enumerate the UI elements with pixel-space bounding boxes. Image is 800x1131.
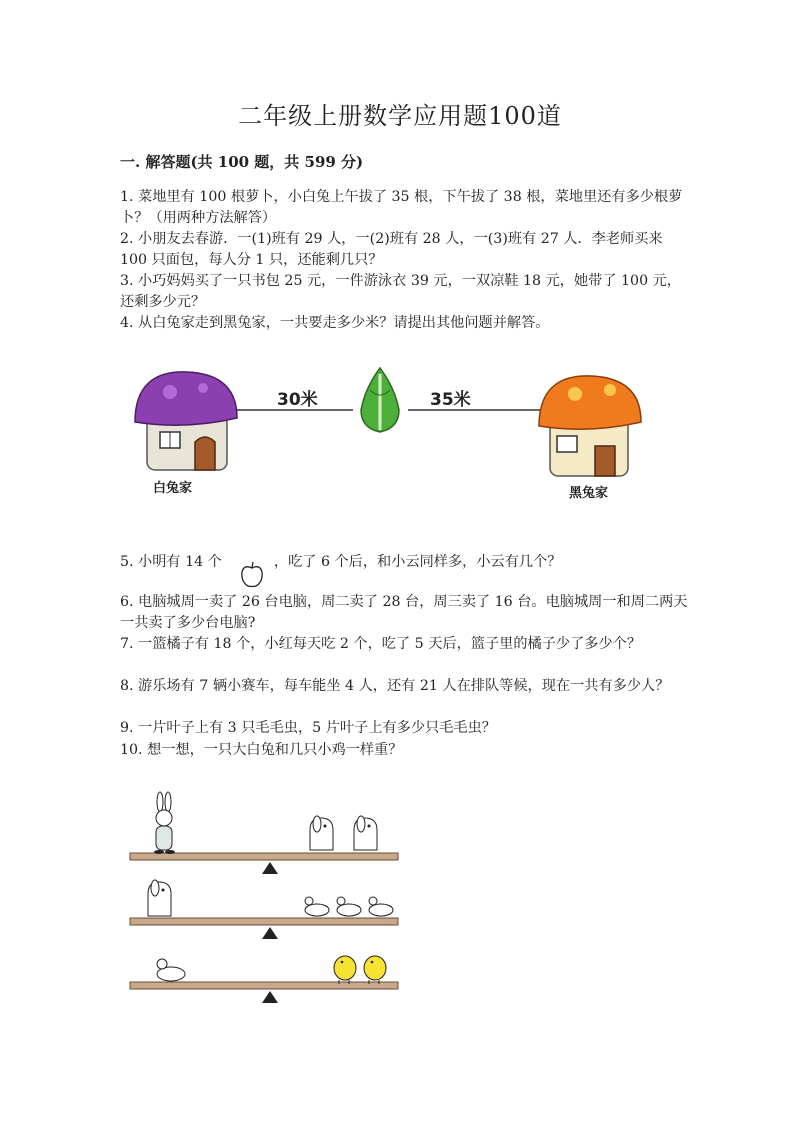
- question-9: 9. 一片叶子上有 3 只毛毛虫，5 片叶子上有多少只毛毛虫？: [120, 720, 496, 736]
- duck-icon: [157, 959, 185, 981]
- fulcrum-icon: [262, 862, 278, 874]
- dog-icon: [310, 816, 333, 850]
- page-title: 二年级上册数学应用题100道: [238, 102, 562, 130]
- question-10: 10. 想一想，一只大白兔和几只小鸡一样重？: [120, 742, 403, 758]
- right-distance-label: 35米: [430, 390, 471, 410]
- scale-1: [130, 792, 398, 874]
- question-5-before: 5. 小明有 14 个: [120, 554, 222, 570]
- question-2: 2. 小朋友去春游．一(1)班有 29 人，一(2)班有 28 人，一(3)班有 27 人．李老师买来 100 只面包，每人分 1 只，还能剩几只？: [120, 231, 663, 268]
- duck-icon: [305, 897, 329, 916]
- cabbage-icon: [361, 368, 399, 432]
- question-7: 7. 一篮橘子有 18 个，小红每天吃 2 个，吃了 5 天后，篮子里的橘子少了多少个？: [120, 636, 642, 652]
- black-rabbit-house-label: 黑兔家: [569, 486, 609, 501]
- duck-icon: [337, 897, 361, 916]
- apple-icon: [222, 552, 274, 572]
- balance-scales-figure: [125, 790, 405, 1005]
- white-rabbit-house-icon: [135, 372, 237, 470]
- scale-2: [130, 880, 398, 939]
- duck-icon: [369, 897, 393, 916]
- section-heading: 一. 解答题(共 100 题，共 599 分): [120, 153, 364, 171]
- question-1: 1. 菜地里有 100 根萝卜，小白兔上午拔了 35 根，下午拔了 38 根，菜地里还有多少根萝卜？（用两种方法解答）: [120, 189, 683, 226]
- question-3: 3. 小巧妈妈买了一只书包 25 元，一件游泳衣 39 元，一双凉鞋 18 元，她带了 100 元，还剩多少元？: [120, 273, 681, 310]
- white-rabbit-house-label: 白兔家: [153, 481, 193, 496]
- fulcrum-icon: [262, 927, 278, 939]
- rabbit-icon: [154, 792, 175, 854]
- dog-icon: [354, 816, 377, 850]
- rabbit-houses-figure: [125, 360, 650, 505]
- chick-icon: [364, 956, 386, 984]
- left-distance-label: 30米: [277, 390, 318, 410]
- question-8: 8. 游乐场有 7 辆小赛车，每车能坐 4 人，还有 21 人在排队等候，现在一共有多少人？: [120, 678, 670, 694]
- dog-icon: [148, 880, 171, 916]
- scale-3: [130, 956, 398, 1003]
- question-5-after: ，吃了 6 个后，和小云同样多，小云有几个？: [273, 554, 562, 570]
- question-4: 4. 从白兔家走到黑兔家，一共要走多少米？请提出其他问题并解答。: [120, 315, 550, 331]
- question-6: 6. 电脑城周一卖了 26 台电脑，周二卖了 28 台，周三卖了 16 台。电脑城周一和周二两天一共卖了多少台电脑?: [120, 594, 688, 631]
- question-5: [120, 552, 690, 573]
- fulcrum-icon: [262, 991, 278, 1003]
- black-rabbit-house-icon: [539, 376, 641, 476]
- chick-icon: [334, 956, 356, 984]
